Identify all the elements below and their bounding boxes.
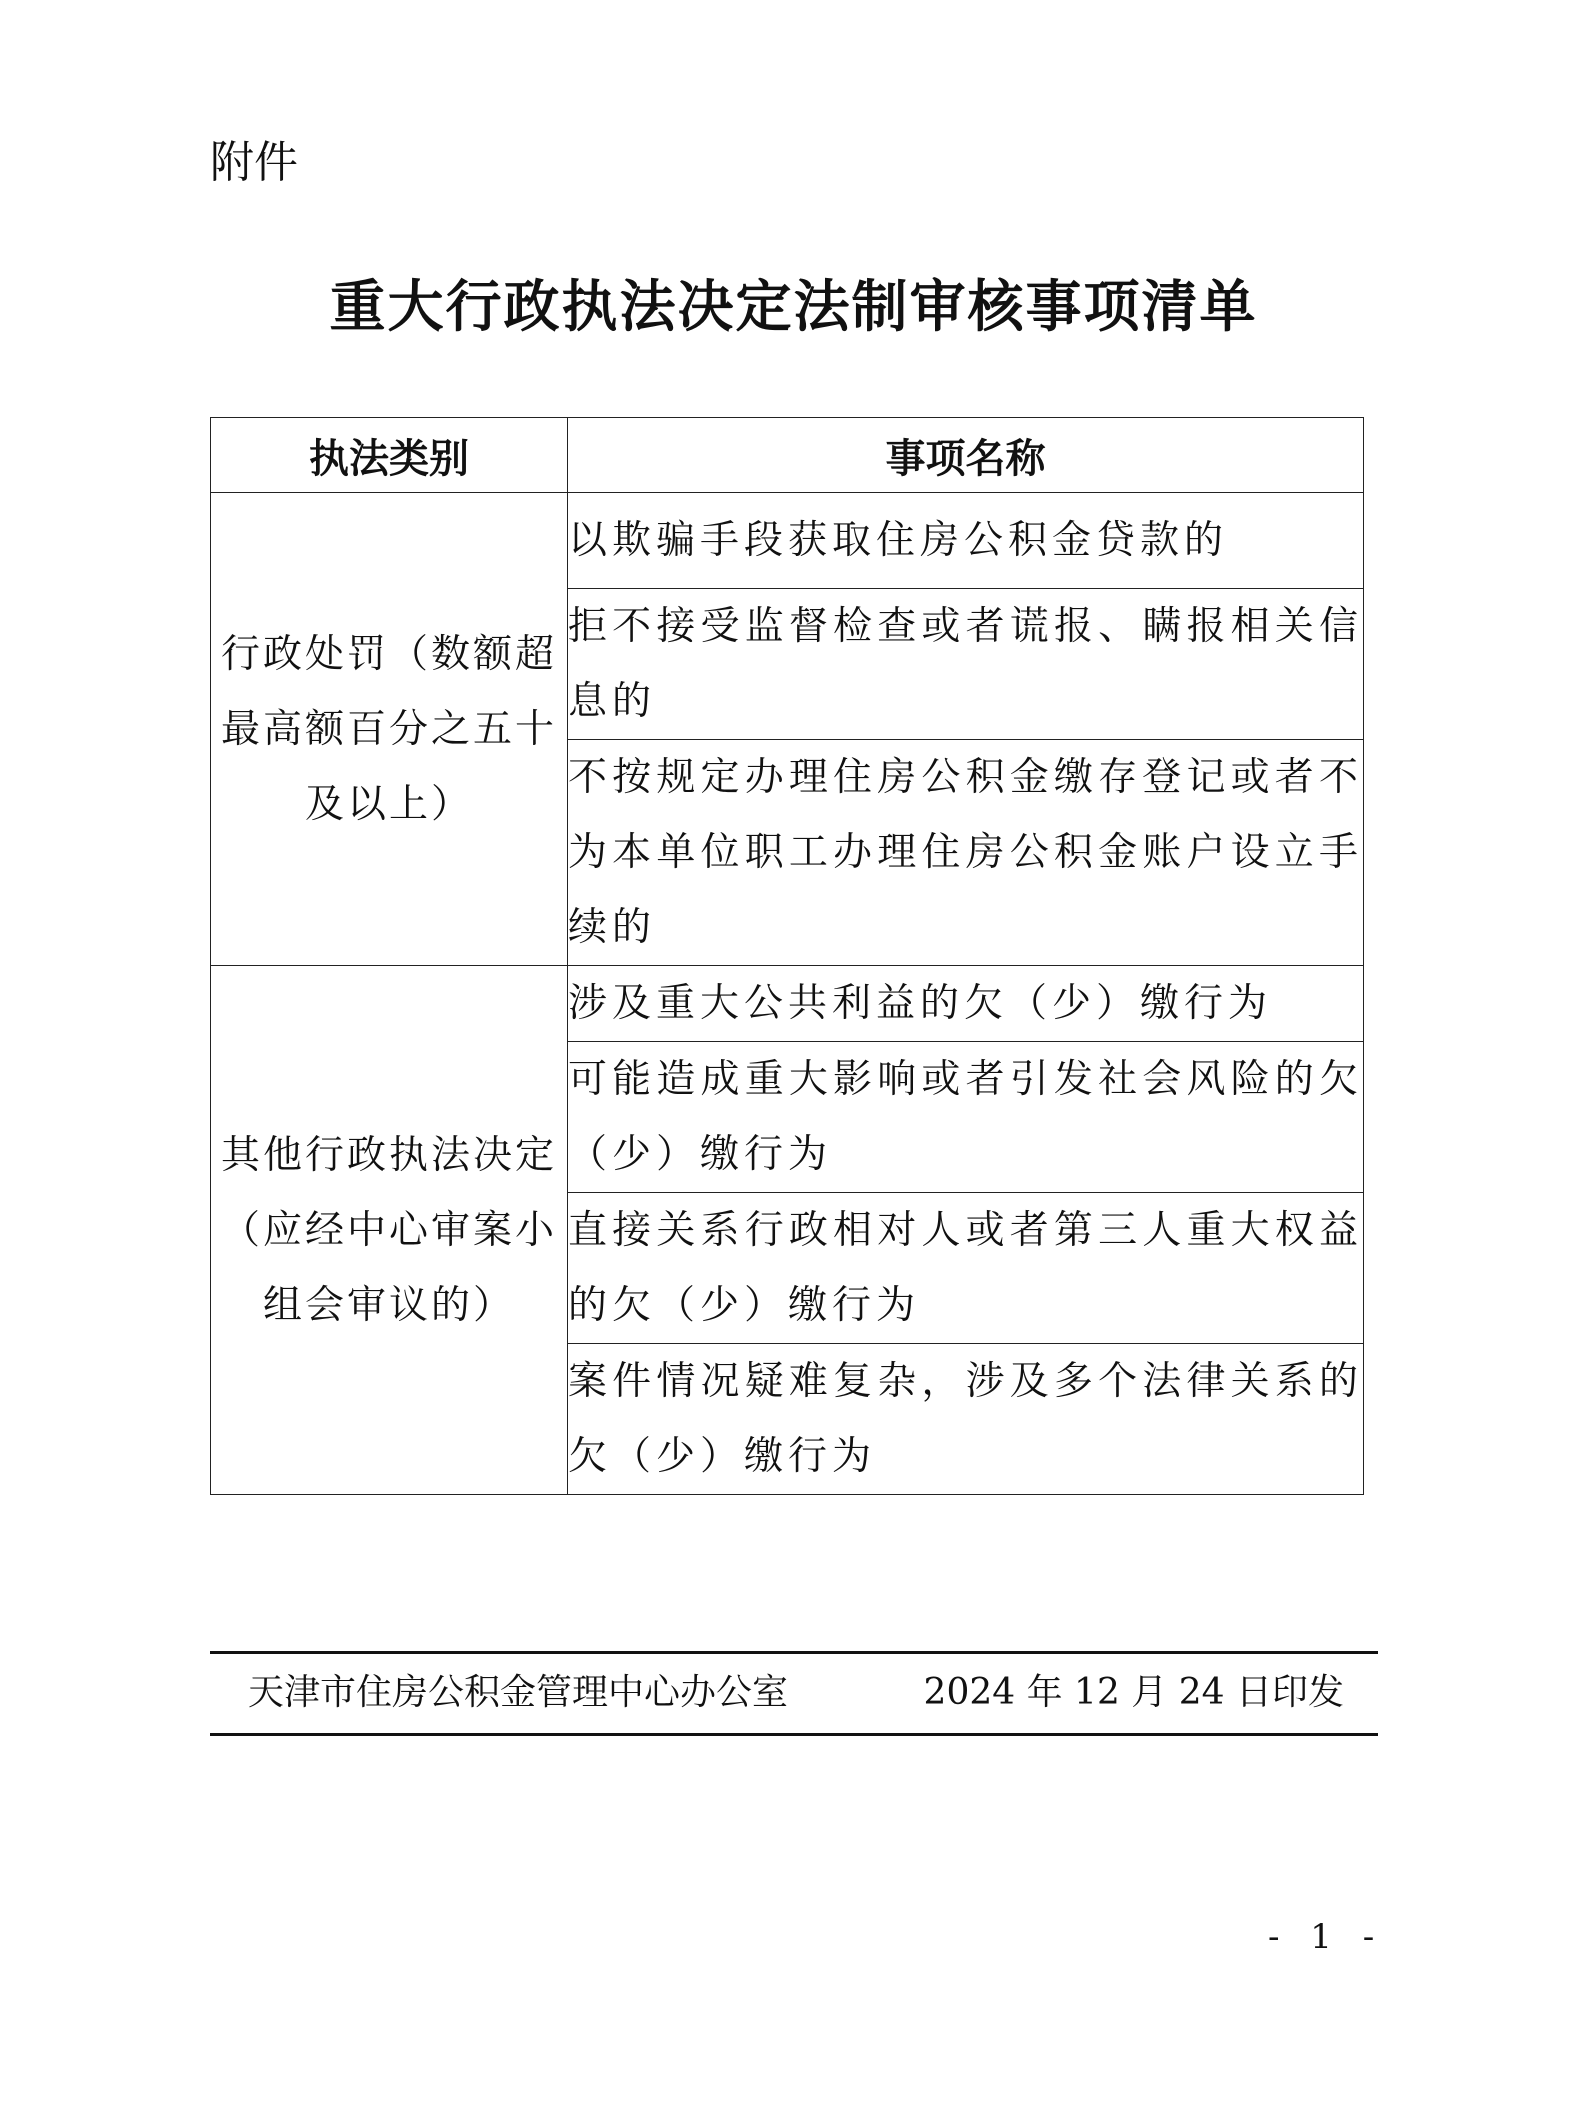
item-cell: 直接关系行政相对人或者第三人重大权益的欠（少）缴行为 bbox=[568, 1193, 1364, 1344]
header-enforcement-category: 执法类别 bbox=[211, 418, 568, 493]
category-cell: 行政处罚（数额超最高额百分之五十及以上） bbox=[211, 493, 568, 966]
item-cell: 可能造成重大影响或者引发社会风险的欠（少）缴行为 bbox=[568, 1042, 1364, 1193]
table-row bbox=[211, 493, 1364, 589]
issue-date: 2024 年 12 月 24 日印发 bbox=[923, 1672, 1344, 1713]
item-cell: 涉及重大公共利益的欠（少）缴行为 bbox=[568, 966, 1364, 1042]
table-header-row bbox=[211, 418, 1364, 493]
header-item-name: 事项名称 bbox=[568, 418, 1364, 493]
item-cell: 案件情况疑难复杂，涉及多个法律关系的欠（少）缴行为 bbox=[568, 1344, 1364, 1495]
footer-top-rule bbox=[210, 1651, 1378, 1654]
item-cell: 拒不接受监督检查或者谎报、瞒报相关信息的 bbox=[568, 589, 1364, 740]
issuing-office: 天津市住房公积金管理中心办公室 bbox=[248, 1672, 789, 1713]
page-number: - 1 - bbox=[1268, 1917, 1385, 1957]
attachment-label: 附件 bbox=[210, 137, 298, 188]
category-cell: 其他行政执法决定（应经中心审案小组会审议的） bbox=[211, 966, 568, 1495]
table-row bbox=[211, 966, 1364, 1042]
review-items-table bbox=[210, 417, 1364, 1495]
item-cell: 以欺骗手段获取住房公积金贷款的 bbox=[568, 493, 1364, 589]
document-title: 重大行政执法决定法制审核事项清单 bbox=[329, 275, 1258, 340]
footer-bottom-rule bbox=[210, 1733, 1378, 1736]
item-cell: 不按规定办理住房公积金缴存登记或者不为本单位职工办理住房公积金账户设立手续的 bbox=[568, 740, 1364, 966]
